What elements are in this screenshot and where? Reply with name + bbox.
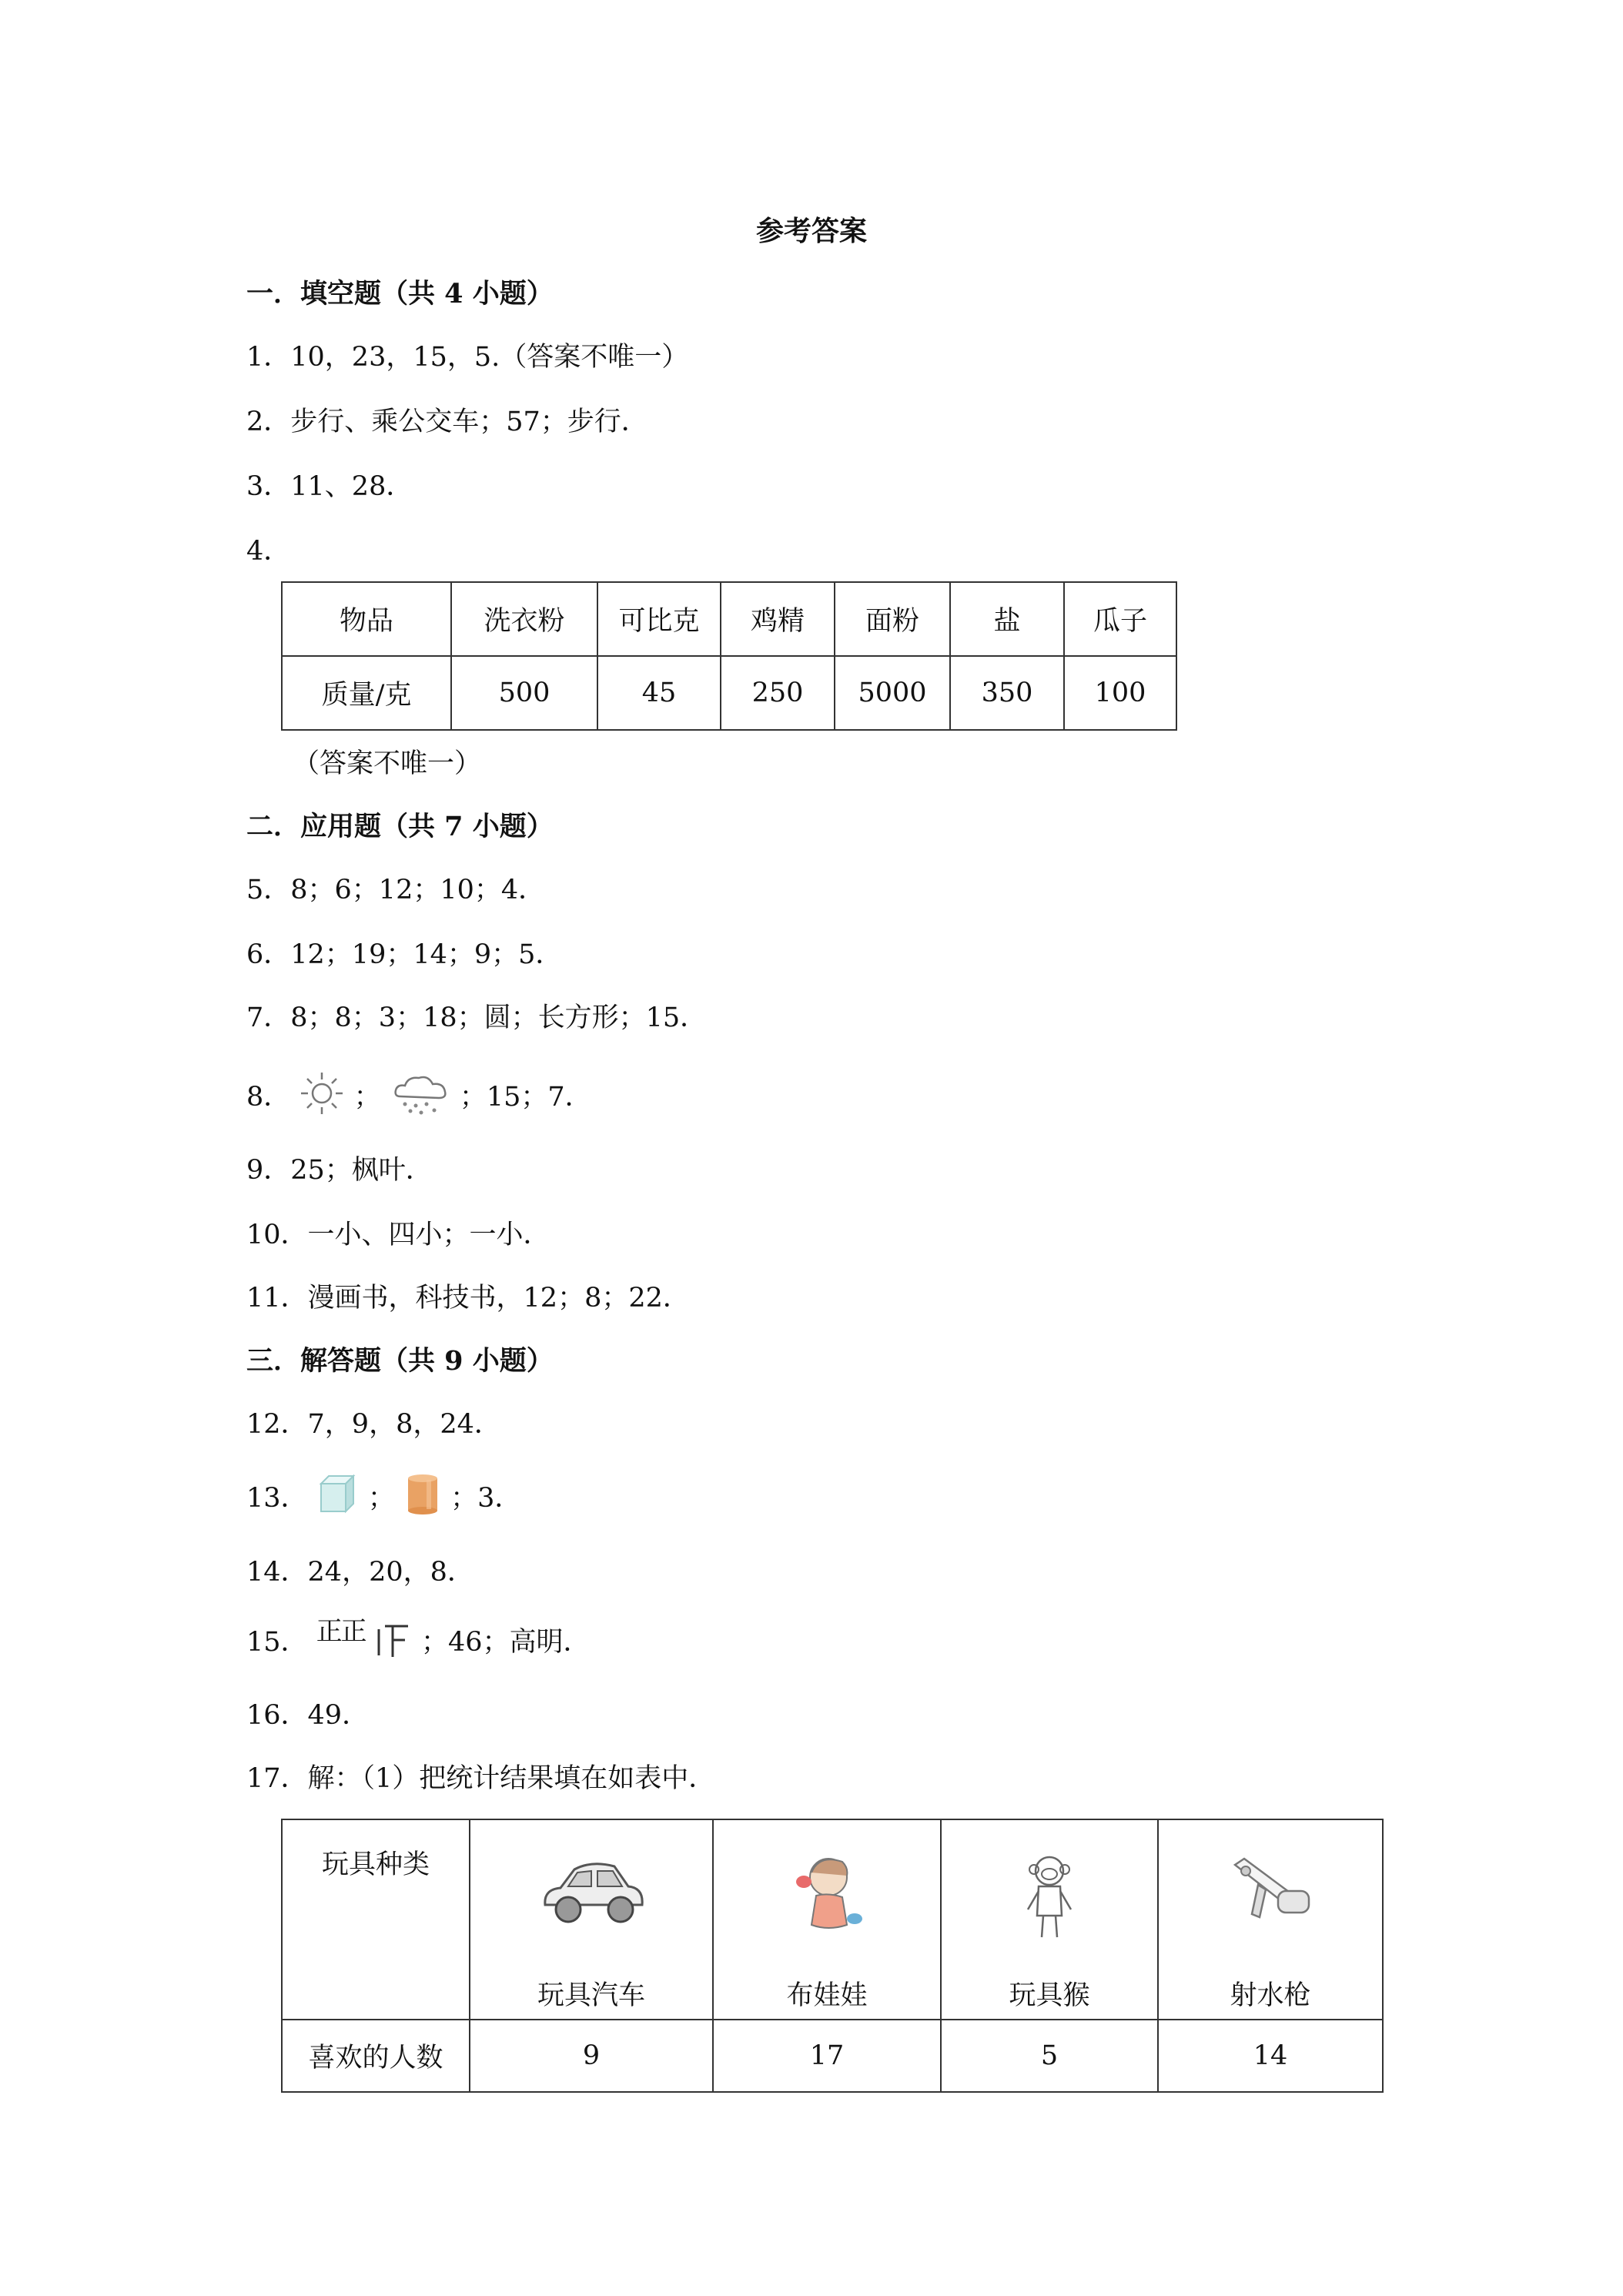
partial-tally-icon: [374, 1617, 413, 1670]
answer-8-number: 8．: [246, 1082, 291, 1113]
answer-8: [246, 1070, 592, 1124]
page-title: 参考答案: [755, 215, 867, 247]
toy-survey-table: [281, 1819, 1384, 2093]
table-cell: 14: [1158, 2020, 1383, 2092]
table-cell: 面粉: [835, 582, 950, 656]
toy-label: 玩具猴: [1009, 1980, 1090, 2011]
answer-13-rest: ；3．: [450, 1483, 522, 1514]
table-cell: 250: [721, 656, 835, 730]
answer-16: 16．49．: [246, 1700, 370, 1731]
water-gun-cell: [1158, 1819, 1383, 2020]
toy-monkey-cell: [941, 1819, 1158, 2020]
answer-15-rest: ；46；高明．: [420, 1627, 591, 1658]
table-cell: 5000: [835, 656, 950, 730]
answer-5: 5．8；6；12；10；4．: [246, 875, 546, 905]
answer-8-separator: ；: [353, 1082, 381, 1113]
tally-marks: 正正: [316, 1616, 366, 1647]
table-cell: 盐: [950, 582, 1064, 656]
toy-car-icon: [470, 1820, 712, 1974]
table-row: [282, 582, 1176, 656]
toy-label: 射水枪: [1230, 1980, 1311, 2011]
section-1-heading: 一．填空题（共 4 小题）: [246, 278, 554, 310]
answer-4-note: （答案不唯一）: [293, 748, 482, 779]
cylinder-icon: [403, 1472, 442, 1527]
table-cell: 质量/克: [282, 656, 451, 730]
table-cell: 瓜子: [1064, 582, 1176, 656]
answer-14: 14．24，20，8．: [246, 1557, 474, 1588]
table-cell: 17: [713, 2020, 941, 2092]
section-3-heading: 三．解答题（共 9 小题）: [246, 1345, 554, 1377]
table-row: [282, 1819, 1383, 2020]
answer-10: 10．一小、四小；一小．: [246, 1220, 550, 1250]
answer-4: 4．: [246, 536, 291, 567]
answer-2: 2．步行、乘公交车；57；步行．: [246, 407, 648, 437]
water-gun-icon: [1159, 1820, 1382, 1974]
answer-15-number: 15．: [246, 1627, 308, 1658]
answer-6: 6．12；19；14；9；5．: [246, 939, 563, 970]
answer-9: 9．25；枫叶．: [246, 1155, 433, 1186]
section-2-heading: 二．应用题（共 7 小题）: [246, 811, 554, 842]
doll-icon: [714, 1820, 940, 1974]
toy-label: 玩具汽车: [537, 1980, 645, 2011]
answer-13-number: 13．: [246, 1483, 308, 1514]
table-cell: 玩具种类: [282, 1819, 470, 2020]
cube-icon: [316, 1473, 360, 1526]
table-row: [282, 2020, 1383, 2092]
table-cell: 5: [941, 2020, 1158, 2092]
table-cell: 喜欢的人数: [282, 2020, 470, 2092]
answer-13: [246, 1472, 521, 1526]
answer-1: 1．10，23，15，5.（答案不唯一）: [246, 342, 689, 373]
table-cell: 9: [470, 2020, 713, 2092]
answer-7: 7．8；8；3；18；圆；长方形；15．: [246, 1002, 708, 1033]
sun-icon: [299, 1070, 345, 1126]
toy-label: 布娃娃: [786, 1980, 868, 2011]
table-cell: 100: [1064, 656, 1176, 730]
table-cell: 45: [597, 656, 721, 730]
table-cell: 可比克: [597, 582, 721, 656]
answer-15: [246, 1617, 591, 1671]
toy-car-cell: [470, 1819, 713, 2020]
weight-table: [281, 581, 1177, 731]
answer-11: 11．漫画书，科技书，12；8；22．: [246, 1283, 690, 1314]
toy-monkey-icon: [942, 1820, 1157, 1974]
snow-cloud-icon: [390, 1070, 451, 1126]
answer-3: 3．11、28．: [246, 471, 413, 502]
table-cell: 洗衣粉: [451, 582, 597, 656]
table-cell: 物品: [282, 582, 451, 656]
answer-8-rest: ；15；7．: [459, 1082, 592, 1113]
answer-13-separator: ；: [367, 1483, 395, 1514]
table-cell: 500: [451, 656, 597, 730]
table-cell: 鸡精: [721, 582, 835, 656]
table-cell: 350: [950, 656, 1064, 730]
answer-17: 17．解：（1）把统计结果填在如表中．: [246, 1763, 716, 1794]
doll-cell: [713, 1819, 941, 2020]
table-row: [282, 656, 1176, 730]
answer-12: 12．7，9，8，24．: [246, 1409, 501, 1440]
